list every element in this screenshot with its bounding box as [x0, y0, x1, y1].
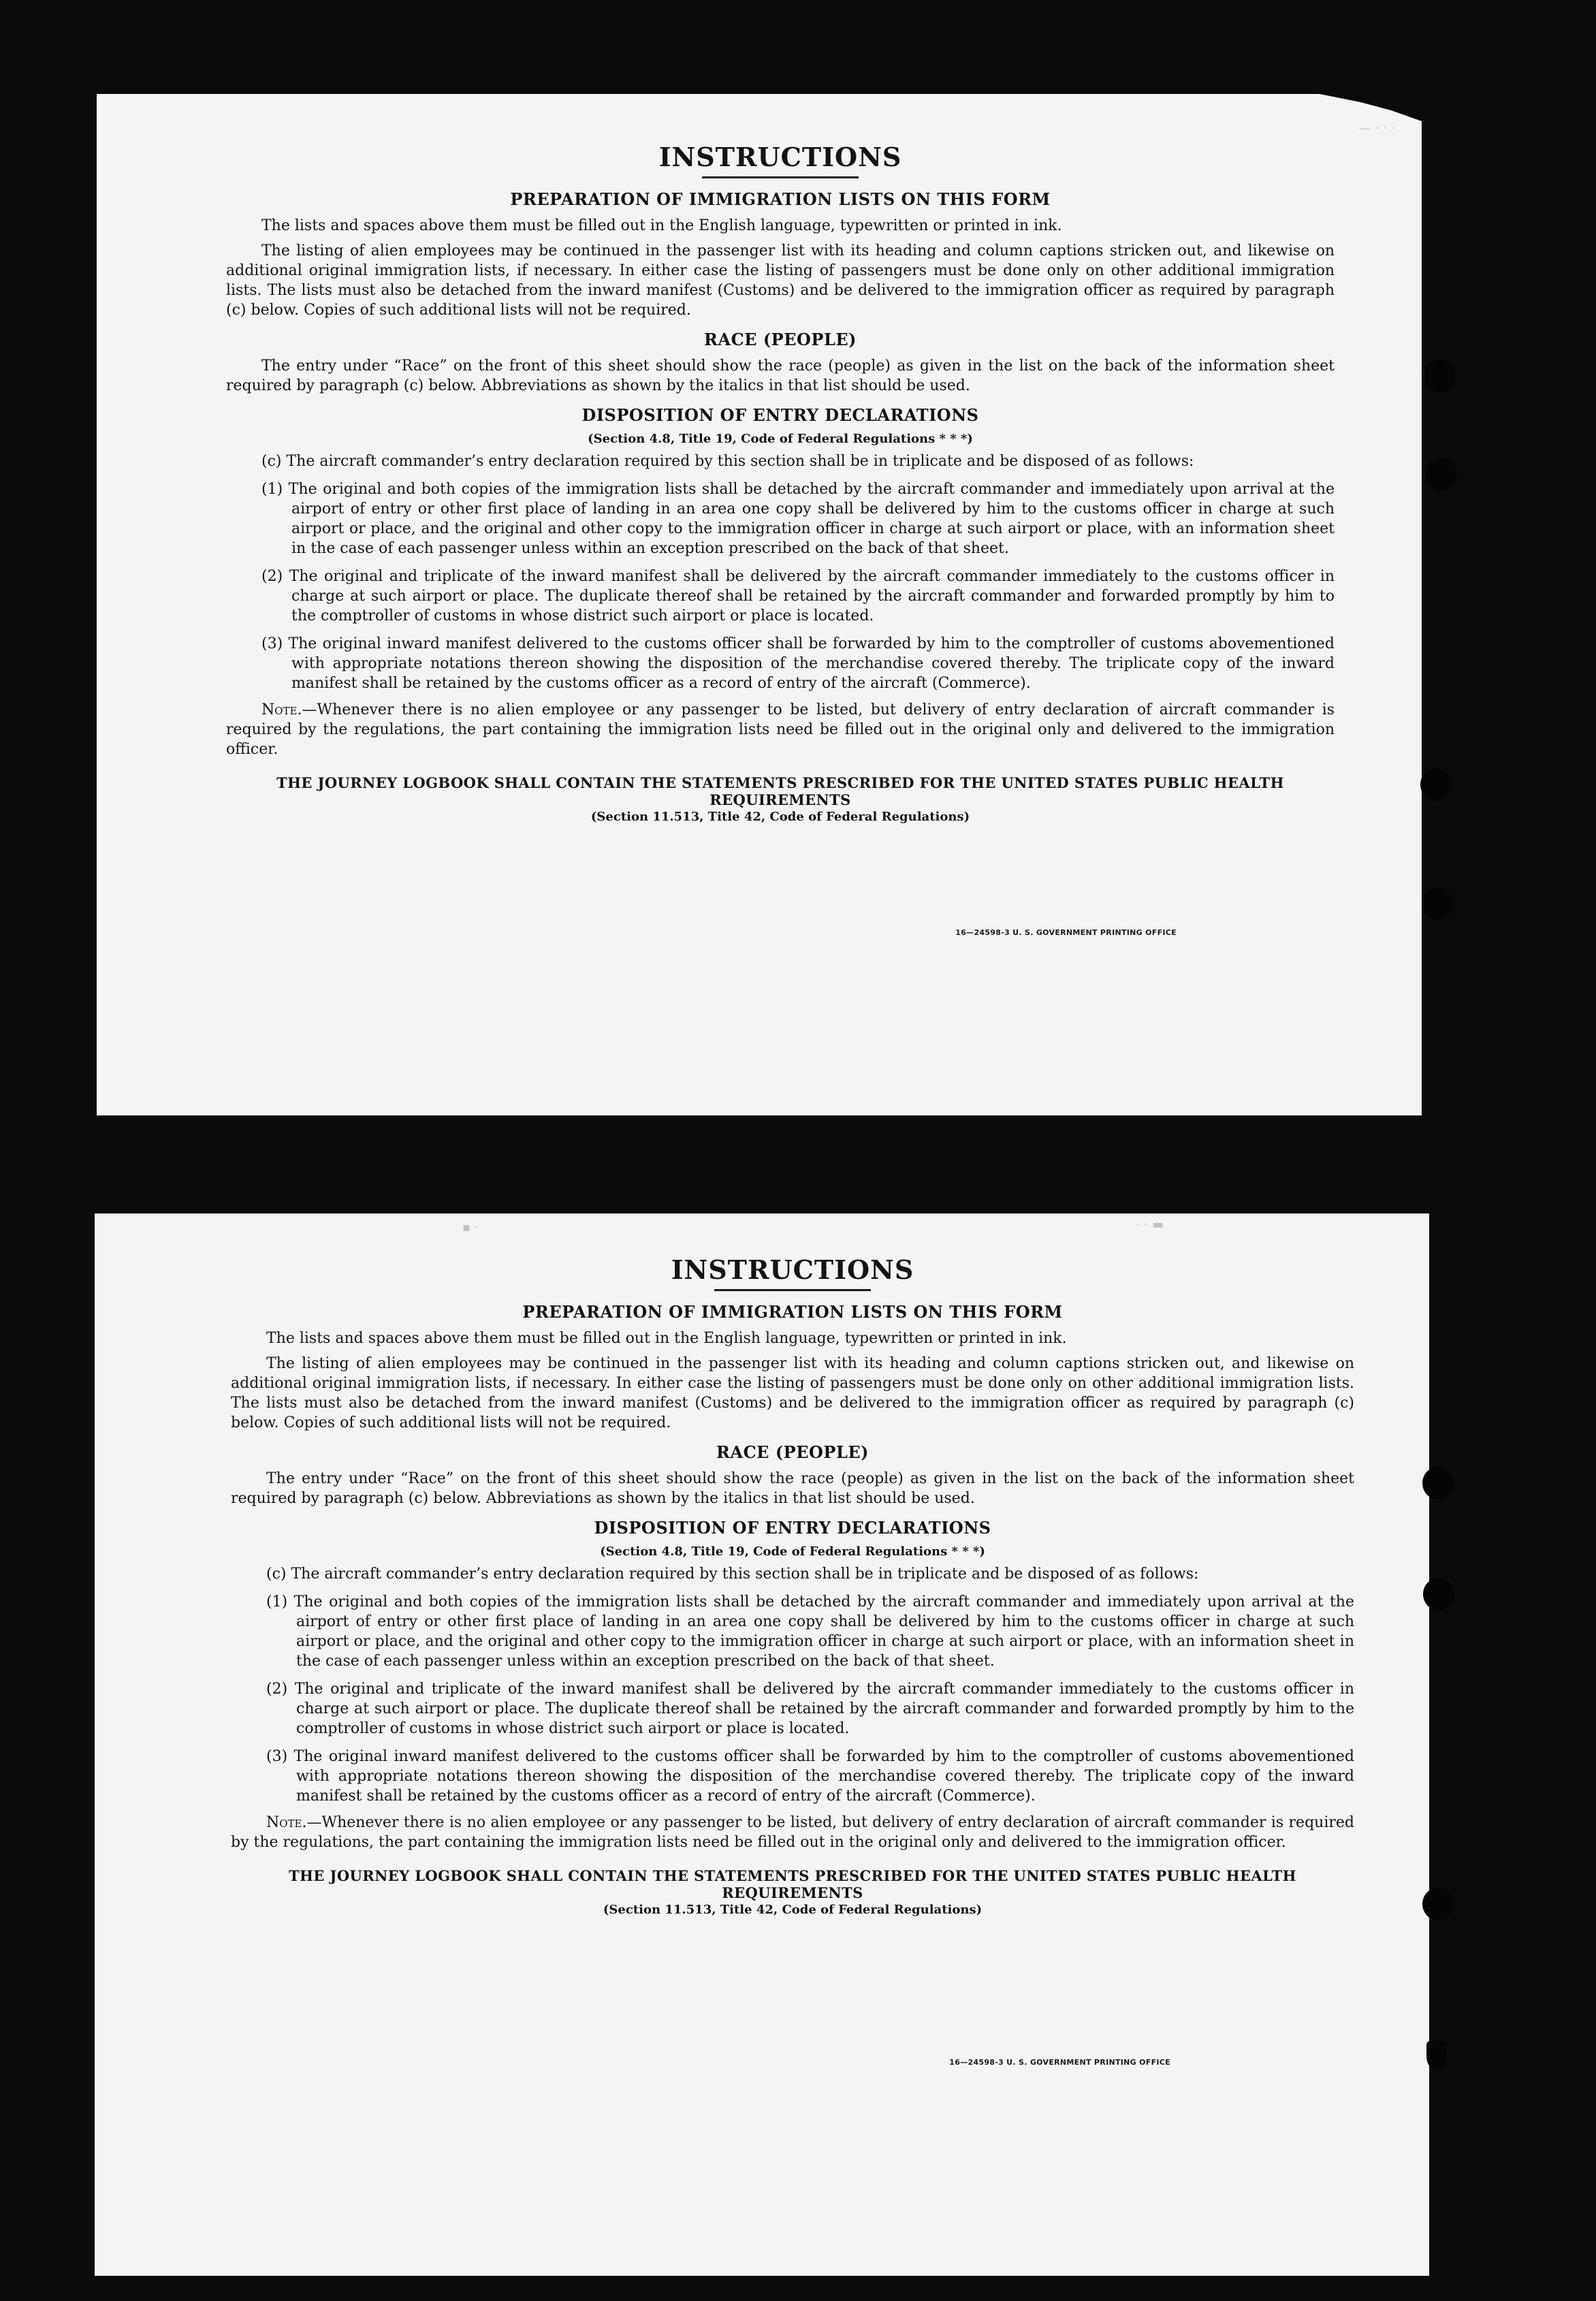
list-item-3: (3) The original inward manifest delivered to the customs officer shall be forwarded by him to the comptroller of customs abovementioned with appropriate notations thereon showing the disposition of the merchandise covered thereby. The triplicate copy of the inward manifest shall be retained by the customs officer as a record of entry of the aircraft (Commerce).	[266, 1748, 1354, 1805]
paragraph-alien-employees: The listing of alien employees may be continued in the passenger list with its heading and column captions stricken out, and likewise on additional original immigration lists, if necessary. In either case the listing of passengers must be done only on other additional immigration lists. The lists must also be detached from the inward manifest (Customs) and be delivered to the immigration officer as required by paragraph (c) below. Copies of such additional lists will not be required.	[231, 1355, 1354, 1431]
section-heading-disposition: DISPOSITION OF ENTRY DECLARATIONS	[581, 405, 979, 425]
paragraph-alien-employees: The listing of alien employees may be continued in the passenger list with its heading and column captions stricken out, and likewise on additional original immigration lists, if necessary. In either case the listing of passengers must be done only on other additional immigration lists. The lists must also be detached from the inward manifest (Customs) and be delivered to the immigration officer as required by paragraph (c) below. Copies of such additional lists will not be required.	[226, 242, 1335, 319]
bleed-through-mark: · · ▬	[1136, 1218, 1164, 1232]
paragraph-language: The lists and spaces above them must be filled out in the English language, typewritten or printed in ink.	[261, 217, 1062, 234]
section-heading-race: RACE (PEOPLE)	[716, 1442, 869, 1462]
section-heading-preparation: PREPARATION OF IMMIGRATION LISTS ON THIS FORM	[510, 189, 1051, 209]
form-sheet-top	[97, 94, 1422, 1115]
punch-hole	[1426, 2041, 1447, 2071]
torn-corner	[1320, 94, 1422, 121]
logbook-statement: THE JOURNEY LOGBOOK SHALL CONTAIN THE STATEMENTS PRESCRIBED FOR THE UNITED STATES PUBLIC HEALTH REQUIREMENTS	[289, 1867, 1296, 1901]
instructions-body	[97, 142, 1422, 824]
logbook-citation: (Section 11.513, Title 42, Code of Federal Regulations)	[590, 810, 970, 824]
section-citation: (Section 4.8, Title 19, Code of Federal Regulations * * *)	[588, 432, 973, 446]
paragraph-c-intro: (c) The aircraft commander’s entry declaration required by this section shall be in triplicate and be disposed of as follows:	[261, 453, 1194, 470]
punch-hole	[1422, 1467, 1454, 1499]
note-paragraph	[226, 700, 1335, 759]
section-citation: (Section 4.8, Title 19, Code of Federal Regulations * * *)	[600, 1544, 985, 1559]
note-label: Note.	[266, 1814, 307, 1831]
list-item-1: (1) The original and both copies of the immigration lists shall be detached by the aircraft commander and immediately upon arrival at the airport of entry or other first place of landing in an area one copy shall be delivered by him to the customs officer in charge at such airport or place, and the original and other copy to the immigration officer in charge at such airport or place, with an information sheet in the case of each passenger unless within an exception prescribed on the back of that sheet.	[261, 481, 1335, 557]
section-heading-preparation: PREPARATION OF IMMIGRATION LISTS ON THIS FORM	[522, 1302, 1063, 1322]
note-paragraph	[231, 1813, 1354, 1852]
punch-hole	[1424, 360, 1456, 392]
paragraph-race: The entry under “Race” on the front of this sheet should show the race (people) as given in the list on the back of the information sheet required by paragraph (c) below. Abbreviations as shown by the italics in that list should be used.	[231, 1470, 1354, 1507]
title-underline	[714, 1289, 871, 1291]
paragraph-race: The entry under “Race” on the front of this sheet should show the race (people) as given in the list on the back of the information sheet required by paragraph (c) below. Abbreviations as shown by the italics in that list should be used.	[226, 358, 1335, 394]
punch-hole	[1420, 768, 1452, 801]
bleed-through-mark: ▪ ·	[462, 1220, 479, 1235]
section-heading-race: RACE (PEOPLE)	[704, 330, 857, 349]
logbook-statement: THE JOURNEY LOGBOOK SHALL CONTAIN THE STATEMENTS PRESCRIBED FOR THE UNITED STATES PUBLIC HEALTH REQUIREMENTS	[276, 774, 1284, 808]
bleed-through-text: — · · ·	[1358, 121, 1394, 136]
section-heading-disposition: DISPOSITION OF ENTRY DECLARATIONS	[594, 1518, 991, 1538]
form-sheet-bottom	[95, 1213, 1429, 2276]
punch-hole	[1422, 887, 1453, 920]
list-item-2: (2) The original and triplicate of the inward manifest shall be delivered by the aircraft commander immediately to the customs officer in charge at such airport or place. The duplicate thereof shall be retained by the aircraft commander and forwarded promptly by him to the comptroller of customs in whose district such airport or place is located.	[266, 1681, 1354, 1737]
printing-office-code: 16—24598-3 U. S. GOVERNMENT PRINTING OFFICE	[955, 928, 1177, 937]
title-underline	[702, 176, 859, 178]
page-title: INSTRUCTIONS	[658, 142, 902, 172]
paragraph-c-intro: (c) The aircraft commander’s entry declaration required by this section shall be in triplicate and be disposed of as follows:	[266, 1566, 1199, 1583]
list-item-1: (1) The original and both copies of the immigration lists shall be detached by the aircraft commander and immediately upon arrival at the airport of entry or other first place of landing in an area one copy shall be delivered by him to the customs officer in charge at such airport or place, and the original and other copy to the immigration officer in charge at such airport or place, with an information sheet in the case of each passenger unless within an exception prescribed on the back of that sheet.	[266, 1593, 1354, 1670]
printing-office-code: 16—24598-3 U. S. GOVERNMENT PRINTING OFFICE	[949, 2058, 1170, 2067]
list-item-2: (2) The original and triplicate of the inward manifest shall be delivered by the aircraft commander immediately to the customs officer in charge at such airport or place. The duplicate thereof shall be retained by the aircraft commander and forwarded promptly by him to the comptroller of customs in whose district such airport or place is located.	[261, 568, 1335, 624]
note-text: —Whenever there is no alien employee or any passenger to be listed, but delivery of entry declaration of aircraft commander is required by the regulations, the part containing the immigration lists need be filled out in the original only and delivered to the immigration officer.	[231, 1814, 1354, 1851]
punch-hole	[1426, 458, 1457, 491]
list-item-3: (3) The original inward manifest delivered to the customs officer shall be forwarded by him to the comptroller of customs abovementioned with appropriate notations thereon showing the disposition of the merchandise covered thereby. The triplicate copy of the inward manifest shall be retained by the customs officer as a record of entry of the aircraft (Commerce).	[261, 635, 1335, 692]
logbook-citation: (Section 11.513, Title 42, Code of Federal Regulations)	[603, 1903, 983, 1917]
note-label: Note.	[261, 701, 302, 718]
paragraph-language: The lists and spaces above them must be filled out in the English language, typewritten or printed in ink.	[266, 1330, 1067, 1347]
punch-hole	[1423, 1578, 1454, 1610]
page-title: INSTRUCTIONS	[671, 1254, 914, 1285]
instructions-body	[95, 1254, 1429, 1917]
punch-hole	[1422, 1888, 1454, 1920]
note-text: —Whenever there is no alien employee or any passenger to be listed, but delivery of entry declaration of aircraft commander is required by the regulations, the part containing the immigration lists need be filled out in the original only and delivered to the immigration officer.	[226, 701, 1335, 758]
